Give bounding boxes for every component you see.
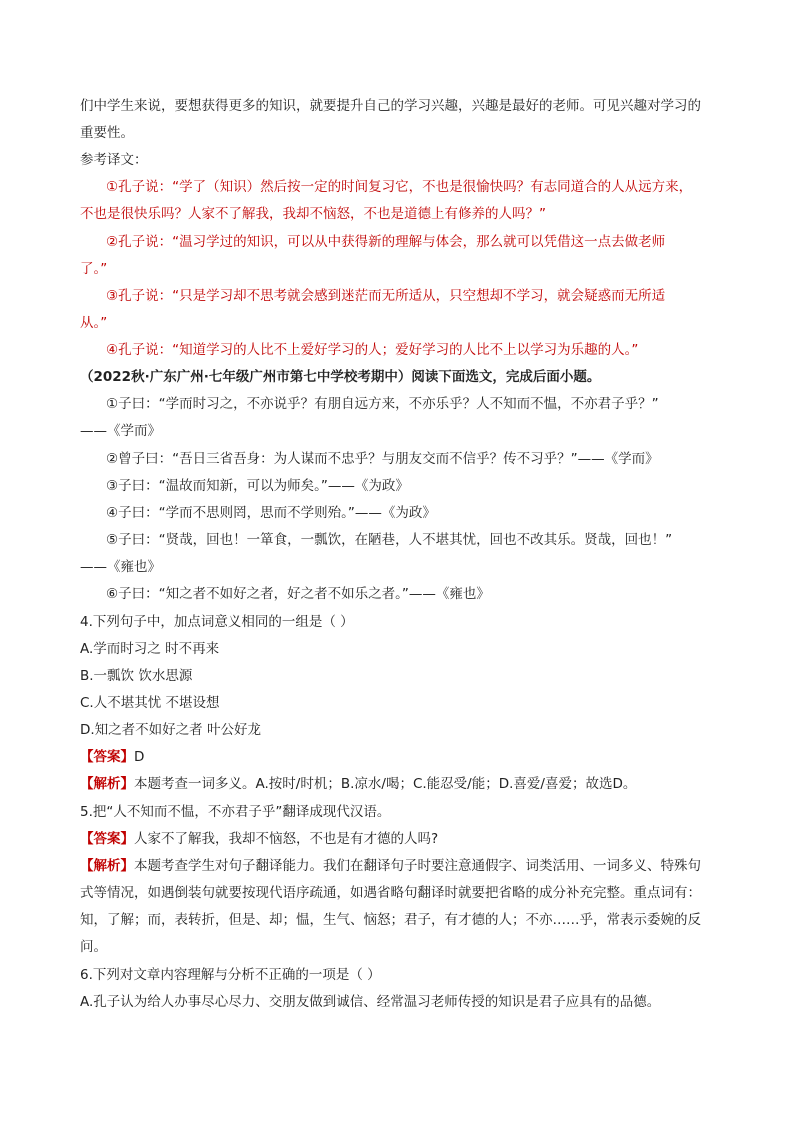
translation-3-line-2: 从。”	[80, 315, 108, 331]
q5-answer	[80, 830, 730, 848]
q5-analysis-line-2: 式等情况，如遇倒装句就要按现代语序疏通，如遇省略句翻译时就要把省略的成分补充完整。重点词有：	[80, 885, 701, 901]
analysis-tag: 【解析】	[80, 776, 134, 792]
q6-option-a: A.孔子认为给人办事尽心尽力、交朋友做到诚信、经常温习老师传授的知识是君子应具有的品德。	[80, 994, 661, 1010]
passage-5-line-1: ⑤子曰：“贤哉，回也！一箪食，一瓢饮，在陋巷，人不堪其忧，回也不改其乐。贤哉，回也！”	[106, 532, 673, 548]
q4-option-d: D.知之者不如好之者 叶公好龙	[80, 722, 261, 738]
translation-heading: 参考译文：	[80, 152, 148, 168]
q6-stem: 6.下列对文章内容理解与分析不正确的一项是（ ）	[80, 967, 381, 983]
translation-1-line-2: 不也是很快乐吗？人家不了解我，我却不恼怒，不也是道德上有修养的人吗？”	[80, 206, 546, 222]
translation-2-line-1: ②孔子说：“温习学过的知识，可以从中获得新的理解与体会，那么就可以凭借这一点去做老师	[106, 234, 666, 250]
source-line: （2022秋·广东广州·七年级广州市第七中学校考期中）阅读下面选文，完成后面小题。	[80, 369, 601, 385]
translation-2-line-2: 了。”	[80, 261, 108, 277]
q5-answer-value: 人家不了解我，我却不恼怒，不也是有才德的人吗?	[134, 831, 439, 847]
passage-3-line-1: ③子曰：“温故而知新，可以为师矣。”——《为政》	[106, 478, 409, 494]
intro-line-2: 重要性。	[80, 125, 134, 141]
translation-3-line-1: ③孔子说：“只是学习却不思考就会感到迷茫而无所适从，只空想却不学习，就会疑惑而无所适	[106, 288, 666, 304]
q4-answer	[80, 748, 730, 766]
translation-4-line-1: ④孔子说：“知道学习的人比不上爱好学习的人；爱好学习的人比不上以学习为乐趣的人。”	[106, 342, 639, 358]
passage-1-line-1: ①子曰：“学而时习之，不亦说乎？有朋自远方来，不亦乐乎？人不知而不愠，不亦君子乎？”	[106, 396, 659, 412]
passage-6-line-1: ⑥子曰：“知之者不如好之者，好之者不如乐之者。”——《雍也》	[106, 586, 490, 602]
intro-line-1: 们中学生来说，要想获得更多的知识，就要提升自己的学习兴趣，兴趣是最好的老师。可见兴趣对学习的	[80, 98, 701, 114]
q4-analysis-text: 本题考查一词多义。A.按时/时机；B.凉水/喝；C.能忍受/能；D.喜爱/喜爱；故选D。	[134, 776, 637, 792]
passage-1-line-2: ——《学而》	[80, 423, 161, 439]
q5-stem: 5.把“人不知而不愠，不亦君子乎”翻译成现代汉语。	[80, 804, 391, 820]
q4-stem: 4.下列句子中，加点词意义相同的一组是（ ）	[80, 614, 354, 630]
passage-4-line-1: ④子曰：“学而不思则罔，思而不学则殆。”——《为政》	[106, 505, 436, 521]
q4-option-c: C.人不堪其忧 不堪设想	[80, 695, 220, 711]
answer-tag: 【答案】	[80, 831, 134, 847]
q4-analysis	[80, 775, 730, 793]
translation-1-line-1: ①孔子说：“学了（知识）然后按一定的时间复习它，不也是很愉快吗？有志同道合的人从远方来，	[106, 179, 693, 195]
q5-analysis-line-4: 问。	[80, 939, 107, 955]
q4-option-b: B.一瓢饮 饮水思源	[80, 668, 193, 684]
answer-tag: 【答案】	[80, 749, 134, 765]
q5-analysis	[80, 857, 730, 875]
passage-5-line-2: ——《雍也》	[80, 559, 161, 575]
q4-answer-value: D	[134, 749, 145, 765]
q5-analysis-text-1: 本题考查学生对句子翻译能力。我们在翻译句子时要注意通假字、词类活用、一词多义、特殊句	[134, 858, 701, 874]
passage-2-line-1: ②曾子曰：“吾日三省吾身：为人谋而不忠乎？与朋友交而不信乎？传不习乎？”——《学而》	[106, 451, 659, 467]
analysis-tag: 【解析】	[80, 858, 134, 874]
q4-option-a: A.学而时习之 时不再来	[80, 641, 220, 657]
q5-analysis-line-3: 知，了解；而，表转折，但是、却；愠，生气、恼怒；君子，有才德的人；不亦……乎，常表示委婉的反	[80, 912, 701, 928]
